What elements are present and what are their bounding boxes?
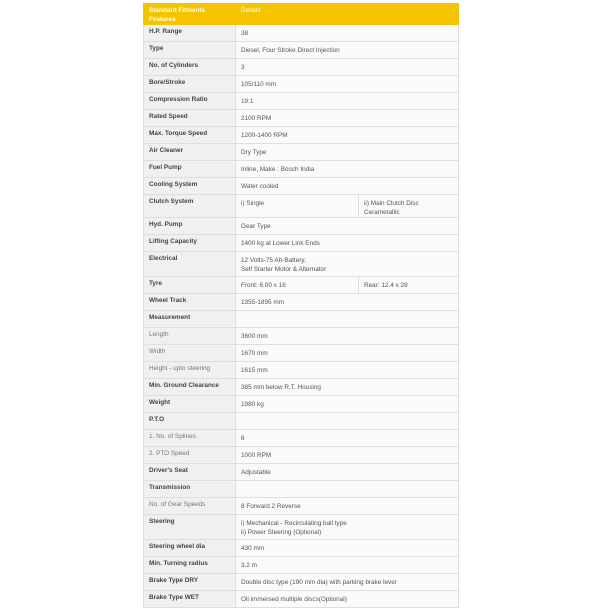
table-row	[144, 277, 459, 294]
spec-value-text: 38	[241, 30, 249, 37]
spec-value	[236, 25, 459, 42]
spec-value-secondary: Rear: 12.4 x 28	[359, 277, 459, 294]
spec-label: Min. Ground Clearance	[144, 379, 236, 396]
table-row	[144, 76, 459, 93]
spec-table-body	[144, 4, 459, 608]
spec-value	[236, 396, 459, 413]
table-row	[144, 447, 459, 464]
table-row	[144, 25, 459, 42]
spec-value-text: 1355-1895 mm	[241, 299, 284, 306]
table-row	[144, 218, 459, 235]
header-feature: Standard Fitments Features	[144, 4, 236, 25]
spec-value	[236, 345, 459, 362]
spec-value	[236, 42, 459, 59]
spec-value	[236, 591, 459, 608]
spec-label: Lifting Capacity	[144, 235, 236, 252]
spec-label: Hyd. Pump	[144, 218, 236, 235]
spec-value-text: 3600 mm	[241, 333, 268, 340]
spec-value-text: 3	[241, 64, 245, 71]
spec-table	[143, 3, 459, 608]
spec-label: Air Cleaner	[144, 144, 236, 161]
table-row	[144, 311, 459, 328]
spec-value-text: Adjustable	[241, 469, 271, 476]
spec-label: Height - upto steering	[144, 362, 236, 379]
table-header-row	[144, 4, 459, 25]
spec-value	[236, 447, 459, 464]
table-row	[144, 515, 459, 540]
spec-value	[236, 481, 459, 498]
table-row	[144, 144, 459, 161]
table-row	[144, 379, 459, 396]
spec-value	[236, 362, 459, 379]
spec-value-text: Gear Type	[241, 223, 271, 230]
spec-value-text: 12 Volts-75 Ah-Battery,	[241, 257, 306, 264]
spec-value-text: 6	[241, 435, 245, 442]
table-row	[144, 591, 459, 608]
spec-label: H.P. Range	[144, 25, 236, 42]
spec-label: Length	[144, 328, 236, 345]
spec-label: 2. PTO Speed	[144, 447, 236, 464]
table-row	[144, 498, 459, 515]
spec-value-text: Front: 6.00 x 16	[241, 282, 286, 289]
table-row	[144, 481, 459, 498]
spec-value-text: 8 Forward 2 Reverse	[241, 503, 301, 510]
header-details: Details	[236, 4, 459, 25]
spec-value	[236, 294, 459, 311]
spec-label: 1. No. of Splines	[144, 430, 236, 447]
spec-value	[236, 379, 459, 396]
spec-label: Rated Speed	[144, 110, 236, 127]
spec-value	[236, 328, 459, 345]
spec-label: Clutch System	[144, 195, 236, 218]
spec-value	[236, 277, 359, 294]
spec-label: Measurement	[144, 311, 236, 328]
spec-value	[236, 235, 459, 252]
spec-label: Wheel Track	[144, 294, 236, 311]
spec-value-text: Water cooled	[241, 183, 279, 190]
spec-value-text: Double disc type (190 mm dia) with parking brake lever	[241, 579, 397, 586]
spec-value	[236, 557, 459, 574]
spec-value-text: 430 mm	[241, 545, 265, 552]
spec-label: Transmission	[144, 481, 236, 498]
spec-value-text: i) Single	[241, 200, 265, 207]
table-row	[144, 252, 459, 277]
spec-label: Brake Type WET	[144, 591, 236, 608]
spec-label: No. of Gear Speeds	[144, 498, 236, 515]
spec-label: Bore/Stroke	[144, 76, 236, 93]
spec-value	[236, 127, 459, 144]
spec-value-text: 1000 RPM	[241, 452, 272, 459]
spec-label: Electrical	[144, 252, 236, 277]
spec-label: No. of Cylinders	[144, 59, 236, 76]
spec-value-text: 1670 mm	[241, 350, 268, 357]
spec-value	[236, 574, 459, 591]
spec-label: Steering	[144, 515, 236, 540]
spec-label: Steering wheel dia	[144, 540, 236, 557]
spec-value-text: 3.2 m	[241, 562, 257, 569]
spec-label: Max. Torque Speed	[144, 127, 236, 144]
spec-value-text: Dry Type	[241, 149, 267, 156]
table-row	[144, 110, 459, 127]
spec-value-text: 1980 kg	[241, 401, 264, 408]
table-row	[144, 178, 459, 195]
table-row	[144, 93, 459, 110]
spec-label: Type	[144, 42, 236, 59]
table-row	[144, 127, 459, 144]
spec-value	[236, 144, 459, 161]
spec-label: Driver's Seat	[144, 464, 236, 481]
table-row	[144, 464, 459, 481]
table-row	[144, 161, 459, 178]
spec-value	[236, 161, 459, 178]
spec-label: Compression Ratio	[144, 93, 236, 110]
table-row	[144, 430, 459, 447]
spec-value	[236, 430, 459, 447]
spec-value	[236, 195, 359, 218]
spec-value-secondary: ii) Main Clutch Disc Cerametallic	[359, 195, 459, 218]
spec-value-text: 1615 mm	[241, 367, 268, 374]
spec-value	[236, 178, 459, 195]
table-row	[144, 294, 459, 311]
spec-value	[236, 93, 459, 110]
spec-label: P.T.O	[144, 413, 236, 430]
spec-label: Min. Turning radius	[144, 557, 236, 574]
table-row	[144, 345, 459, 362]
spec-value-text: 19:1	[241, 98, 254, 105]
table-row	[144, 195, 459, 218]
table-row	[144, 396, 459, 413]
spec-value	[236, 252, 459, 277]
spec-value-text-line2: ii) Power Steering (Optional)	[241, 528, 322, 536]
spec-value-text: Diesel, Four Stroke Direct Injection	[241, 47, 340, 54]
spec-value	[236, 311, 459, 328]
spec-value-text: i) Mechanical - Recirculating ball type	[241, 520, 347, 527]
spec-value-text: 105/110 mm	[241, 81, 277, 88]
spec-value	[236, 59, 459, 76]
spec-label: Width	[144, 345, 236, 362]
table-row	[144, 540, 459, 557]
table-row	[144, 328, 459, 345]
spec-value-text: 385 mm below R.T. Housing	[241, 384, 321, 391]
spec-value-text: Oil immersed multiple discs(Optional)	[241, 596, 347, 603]
spec-label: Cooling System	[144, 178, 236, 195]
spec-value	[236, 515, 459, 540]
spec-label: Brake Type DRY	[144, 574, 236, 591]
spec-label: Weight	[144, 396, 236, 413]
spec-label: Tyre	[144, 277, 236, 294]
spec-value	[236, 498, 459, 515]
spec-value	[236, 110, 459, 127]
table-row	[144, 362, 459, 379]
spec-value	[236, 413, 459, 430]
table-row	[144, 42, 459, 59]
spec-value	[236, 464, 459, 481]
spec-value-text: 2100 RPM	[241, 115, 272, 122]
table-row	[144, 413, 459, 430]
table-row	[144, 59, 459, 76]
table-row	[144, 557, 459, 574]
spec-value-text: 1400 kg at Lower Link Ends	[241, 240, 320, 247]
table-row	[144, 235, 459, 252]
table-row	[144, 574, 459, 591]
spec-label: Fuel Pump	[144, 161, 236, 178]
spec-value-text: 1200-1400 RPM	[241, 132, 288, 139]
spec-value	[236, 76, 459, 93]
spec-value-text-line2: Self Starter Motor & Alternator	[241, 265, 327, 273]
spec-value	[236, 218, 459, 235]
spec-value-text: Inline, Make : Bosch India	[241, 166, 315, 173]
spec-value	[236, 540, 459, 557]
